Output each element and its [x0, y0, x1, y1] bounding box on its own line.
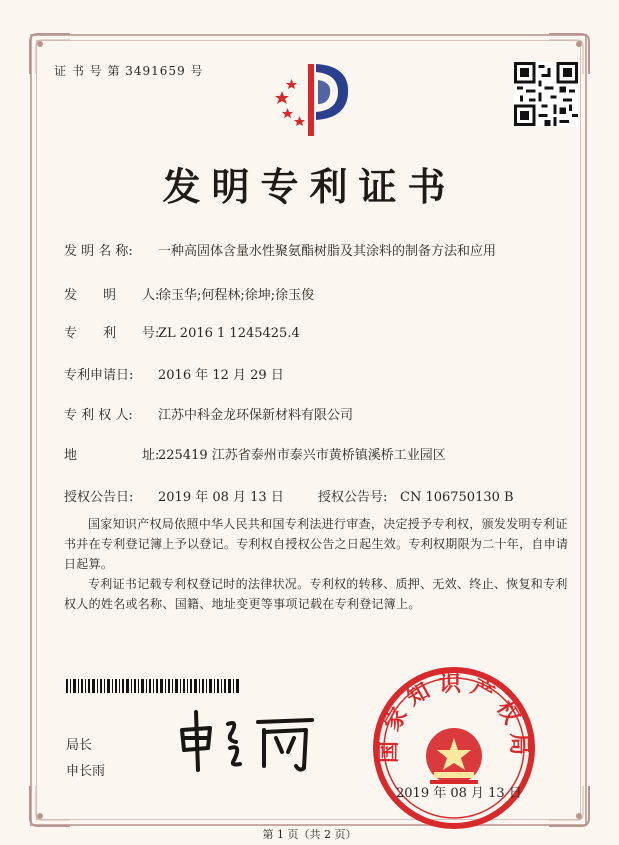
field-label: 地 址: — [64, 448, 160, 463]
qr-code-icon — [514, 62, 578, 126]
field-label: 授权公告日: — [64, 490, 134, 505]
field-label: 专利申请日: — [64, 368, 134, 383]
page-title: 发明专利证书 — [162, 164, 457, 209]
field-label: 专 利 号: — [64, 326, 160, 341]
director-title: 局长 — [66, 738, 93, 753]
inventors-field — [64, 284, 314, 303]
address-field — [64, 444, 446, 463]
application-date-field — [64, 364, 284, 383]
field-label: 发 明 人: — [64, 288, 160, 303]
patent-number-field — [64, 322, 300, 341]
page-footer: 第 1 页（共 2 页） — [262, 828, 357, 841]
field-value: 徐玉华;何程林;徐坤;徐玉俊 — [158, 288, 315, 303]
director-signature-icon — [172, 708, 322, 778]
field-label: 发 明 名 称: — [64, 244, 133, 259]
corner-ornament-icon — [547, 784, 591, 828]
grant-statement-paragraph: 国家知识产权局依照中华人民共和国专利法进行审查，决定授予专利权，颁发发明专利证书并在专利登记簿上予以登记。专利权自授权公告之日起生效。专利权期限为二十年，自申请日起算。 — [64, 517, 569, 571]
field-value: 2019 年 08 月 13 日 — [158, 490, 284, 505]
official-seal-icon — [370, 664, 538, 832]
patentee-field — [64, 404, 353, 423]
seal-date: 2019 年 08 月 13 日 — [396, 786, 522, 801]
director-name: 申长雨 — [66, 764, 106, 779]
field-value: 225419 江苏省泰州市泰兴市黄桥镇溪桥工业园区 — [158, 448, 446, 463]
corner-ornament-icon — [28, 784, 72, 828]
field-label: 专 利 权 人: — [64, 408, 133, 423]
patent-office-logo-icon — [270, 58, 354, 142]
barcode-icon — [66, 678, 240, 692]
field-value: 江苏中科金龙环保新材料有限公司 — [158, 408, 354, 423]
field-value: CN 106750130 B — [400, 490, 514, 505]
certificate-number: 证 书 号 第 3491659 号 — [54, 64, 204, 78]
field-value: ZL 2016 1 1245425.4 — [158, 326, 300, 341]
seal-text: 国家知识产权局 — [375, 670, 533, 764]
grant-announce-number-field — [318, 486, 514, 505]
field-label: 授权公告号: — [318, 490, 388, 505]
grant-announce-date-field — [64, 486, 284, 505]
invention-name-field — [64, 240, 496, 259]
legal-status-paragraph: 专利证书记载专利权登记时的法律状况。专利权的转移、质押、无效、终止、恢复和专利权人的姓名或名称、国籍、地址变更等事项记载在专利登记簿上。 — [64, 577, 568, 611]
field-value: 一种高固体含量水性聚氨酯树脂及其涂料的制备方法和应用 — [158, 244, 497, 259]
field-value: 2016 年 12 月 29 日 — [158, 368, 284, 383]
